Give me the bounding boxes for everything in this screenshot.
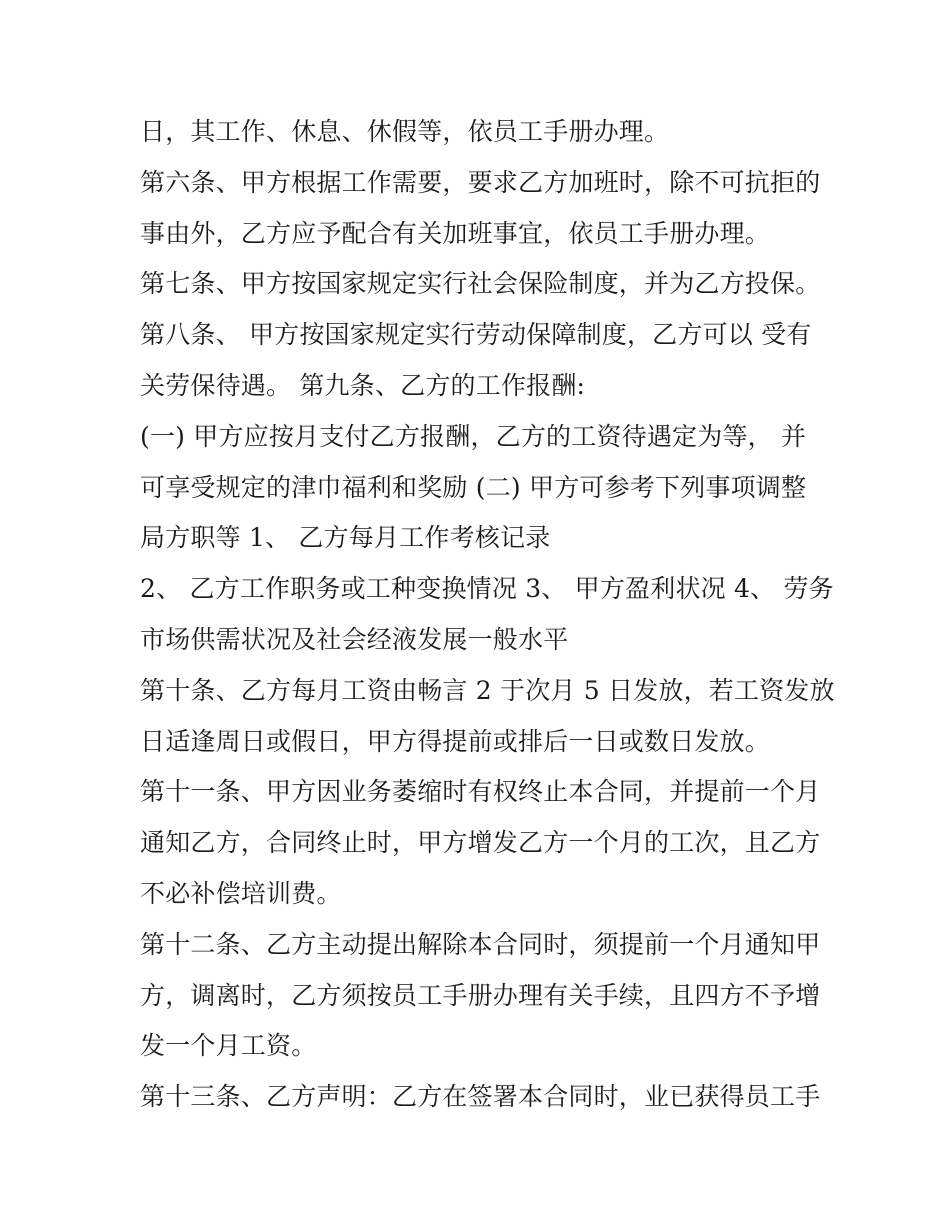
text-line: 第六条、甲方根据工作需要，要求乙方加班时，除不可抗拒的 [140, 167, 821, 197]
text-line: 日，其工作、休息、休假等，依员工手册办理。 [140, 117, 670, 146]
text-line: 第十一条、甲方因业务萎缩时有权终止本合同，并提前一个月 [140, 777, 821, 807]
text-line: 通知乙方，合同终止时，甲方增发乙方一个月的工次，且乙方 [140, 828, 821, 858]
contract-text-block [140, 107, 835, 1123]
text-line: 第十条、乙方每月工资由畅言 2 于次月 5 日发放，若工资发放 [140, 675, 835, 705]
text-line: 不必补偿培训费。 [140, 878, 342, 908]
text-line: 事由外，乙方应予配合有关加班事宜，依员工手册办理。 [140, 218, 771, 248]
text-line: 第七条、甲方按国家规定实行社会保险制度，并为乙方投保。 [140, 269, 821, 299]
text-line: 关劳保待遇。 第九条、乙方的工作报酬: [140, 370, 586, 400]
text-line: 局方职等 1、 乙方每月工作考核记录 [140, 523, 551, 553]
text-line: 日适逢周日或假日，甲方得提前或排后一日或数日发放。 [140, 726, 771, 756]
text-line: 市场供需状况及社会经液发展一般水平 [140, 624, 569, 654]
text-line: 方，调离时，乙方须按员工手册办理有关手续，且四方不予增 [140, 980, 821, 1010]
text-line: 可享受规定的津巾福利和奖励 (二) 甲方可参考下列事项调整 [140, 472, 807, 502]
text-line: 发一个月工资。 [140, 1031, 317, 1061]
text-line: 第十二条、乙方主动提出解除本合同时，须提前一个月通知甲 [140, 929, 821, 959]
text-line: (一) 甲方应按月支付乙方报酬，乙方的工资待遇定为等， 并 [140, 421, 807, 451]
text-line: 第八条、 甲方按国家规定实行劳动保障制度，乙方可以 受有 [140, 320, 812, 350]
text-line: 2、 乙方工作职务或工种变换情况 3、 甲方盈利状况 4、 劳务 [140, 574, 834, 604]
text-line: 第十三条、乙方声明：乙方在签署本合同时，业已获得员工手 [140, 1082, 821, 1112]
